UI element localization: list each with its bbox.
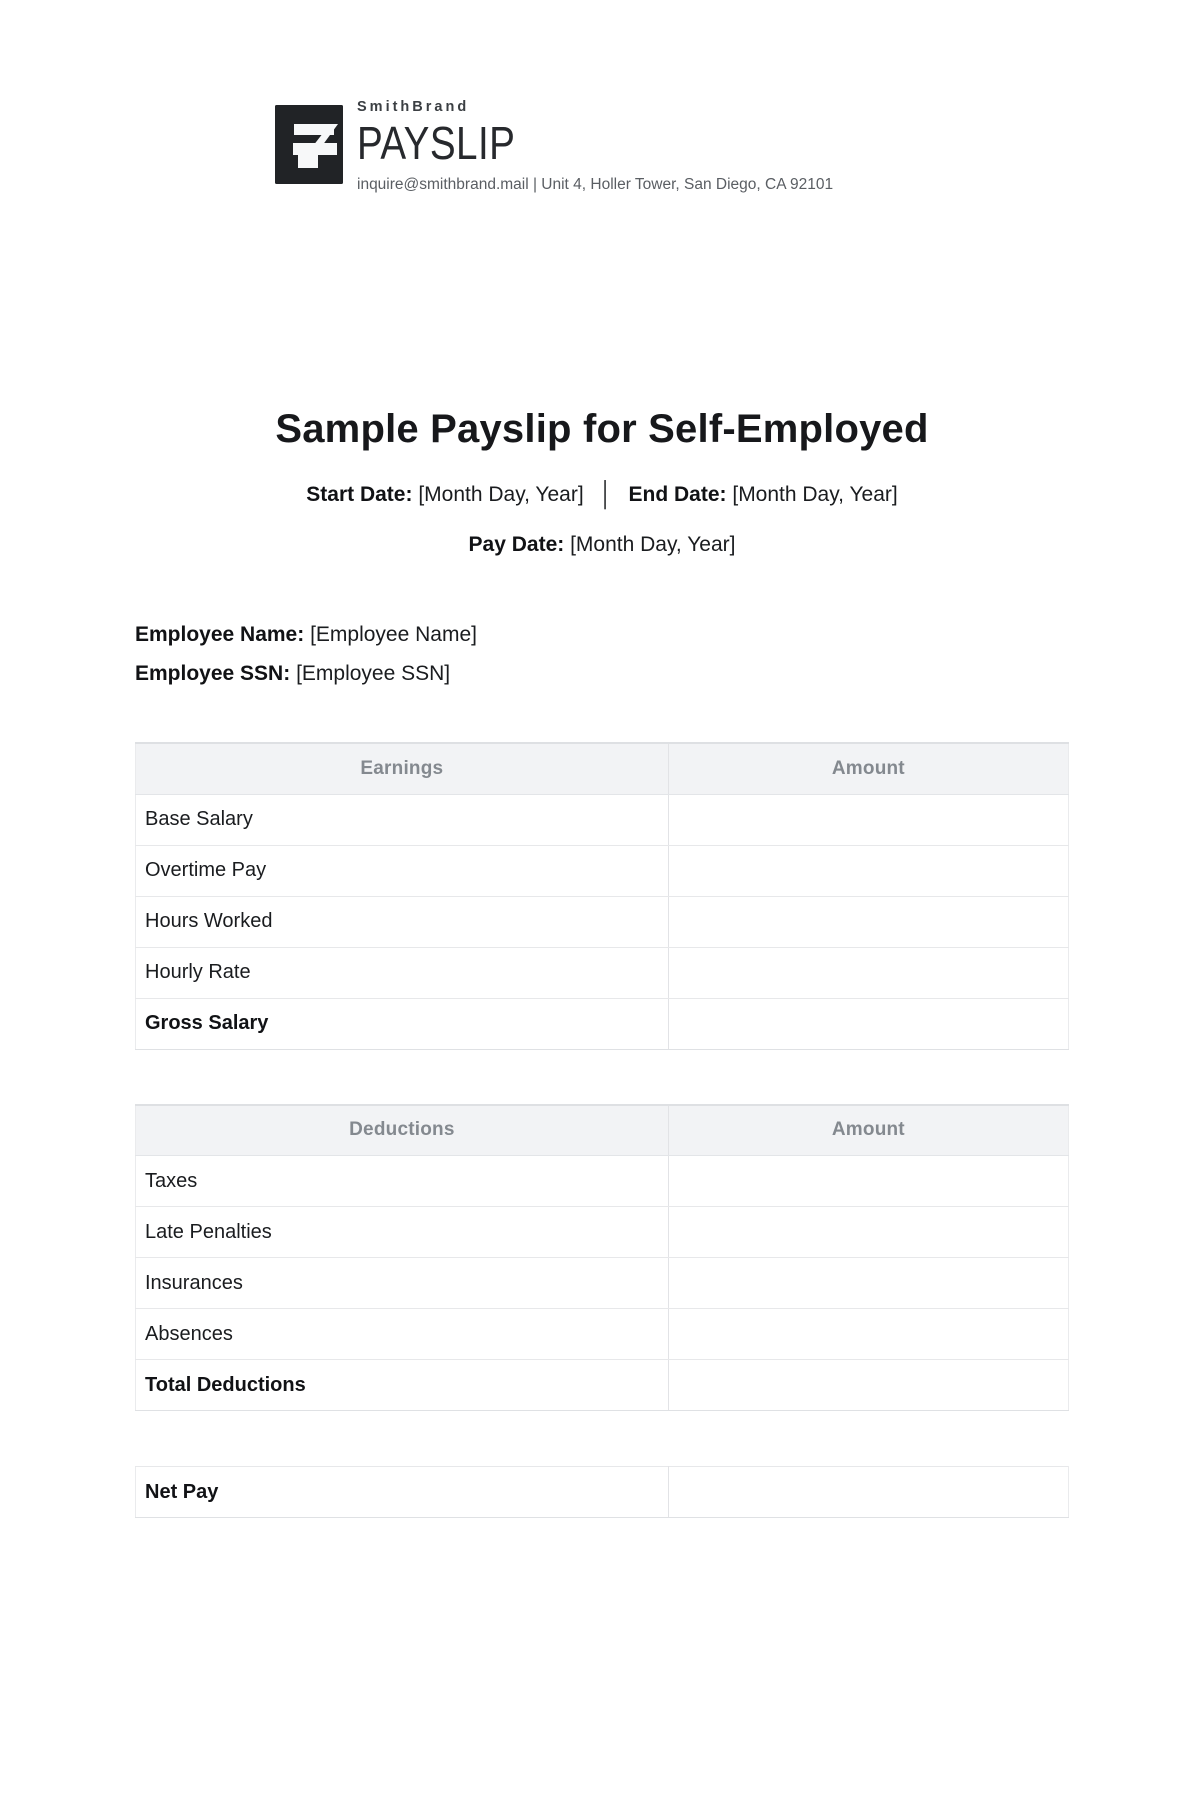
row-label-cell: Insurances [136, 1258, 669, 1309]
row-label-cell: Taxes [136, 1156, 669, 1207]
row-label-cell: Hours Worked [136, 896, 669, 947]
row-amount-cell [668, 1207, 1068, 1258]
brand-text-block [357, 99, 833, 194]
row-label-cell: Overtime Pay [136, 845, 669, 896]
amount-column-header: Amount [668, 743, 1068, 794]
row-amount-cell [668, 998, 1068, 1049]
table-row [136, 845, 1069, 896]
row-amount-cell [668, 1258, 1068, 1309]
period-dates-line [135, 481, 1069, 508]
date-separator: │ [599, 481, 613, 508]
table-row [136, 1309, 1069, 1360]
table-row [136, 1207, 1069, 1258]
table-row [136, 1156, 1069, 1207]
row-label-cell: Gross Salary [136, 998, 669, 1049]
row-label-cell: Absences [136, 1309, 669, 1360]
table-row [136, 998, 1069, 1049]
brand-header [275, 99, 1200, 194]
pay-date-value: [Month Day, Year] [570, 533, 736, 556]
net-pay-table [135, 1466, 1069, 1518]
employee-name-value: [Employee Name] [310, 623, 477, 646]
row-label-cell: Late Penalties [136, 1207, 669, 1258]
brand-name: SmithBrand [357, 99, 470, 115]
earnings-table-header [136, 743, 1069, 794]
deductions-column-header: Deductions [136, 1105, 669, 1156]
brand-contact-line: inquire@smithbrand.mail | Unit 4, Holler Tower, San Diego, CA 92101 [357, 176, 834, 193]
earnings-column-header: Earnings [136, 743, 669, 794]
end-date-label: End Date: [628, 483, 727, 506]
start-date-value: [Month Day, Year] [418, 483, 584, 506]
row-amount-cell [668, 947, 1068, 998]
pay-date-label: Pay Date: [468, 533, 565, 556]
row-amount-cell [668, 1156, 1068, 1207]
row-amount-cell [668, 794, 1068, 845]
end-date-value: [Month Day, Year] [732, 483, 898, 506]
table-row [136, 1467, 1069, 1518]
payslip-document [0, 99, 1200, 1518]
employee-name-line [135, 621, 1069, 648]
brand-logo [275, 105, 343, 184]
document-type-title: PAYSLIP [357, 117, 516, 169]
row-amount-cell [668, 845, 1068, 896]
table-row [136, 794, 1069, 845]
row-label-cell: Hourly Rate [136, 947, 669, 998]
deductions-table-header [136, 1105, 1069, 1156]
table-row [136, 896, 1069, 947]
start-date-label: Start Date: [306, 483, 413, 506]
employee-info [135, 621, 1069, 687]
row-amount-cell [668, 1309, 1068, 1360]
deductions-table [135, 1104, 1069, 1412]
table-row [136, 1258, 1069, 1309]
employee-ssn-line [135, 660, 1069, 687]
employee-ssn-label: Employee SSN: [135, 662, 291, 685]
amount-column-header: Amount [668, 1105, 1068, 1156]
page-title: Sample Payslip for Self-Employed [275, 407, 929, 451]
row-label-cell: Total Deductions [136, 1360, 669, 1411]
table-header-row [136, 1105, 1069, 1156]
earnings-table [135, 742, 1069, 1050]
row-amount-cell [668, 896, 1068, 947]
employee-ssn-value: [Employee SSN] [296, 662, 451, 685]
table-row [136, 1360, 1069, 1411]
brand-logo-icon [275, 105, 343, 184]
table-row [136, 947, 1069, 998]
document-body [135, 405, 1069, 1518]
row-label-cell: Base Salary [136, 794, 669, 845]
employee-name-label: Employee Name: [135, 623, 305, 646]
row-label-cell: Net Pay [136, 1467, 669, 1518]
row-amount-cell [668, 1467, 1068, 1518]
pay-date-line [135, 531, 1069, 558]
table-header-row [136, 743, 1069, 794]
row-amount-cell [668, 1360, 1068, 1411]
